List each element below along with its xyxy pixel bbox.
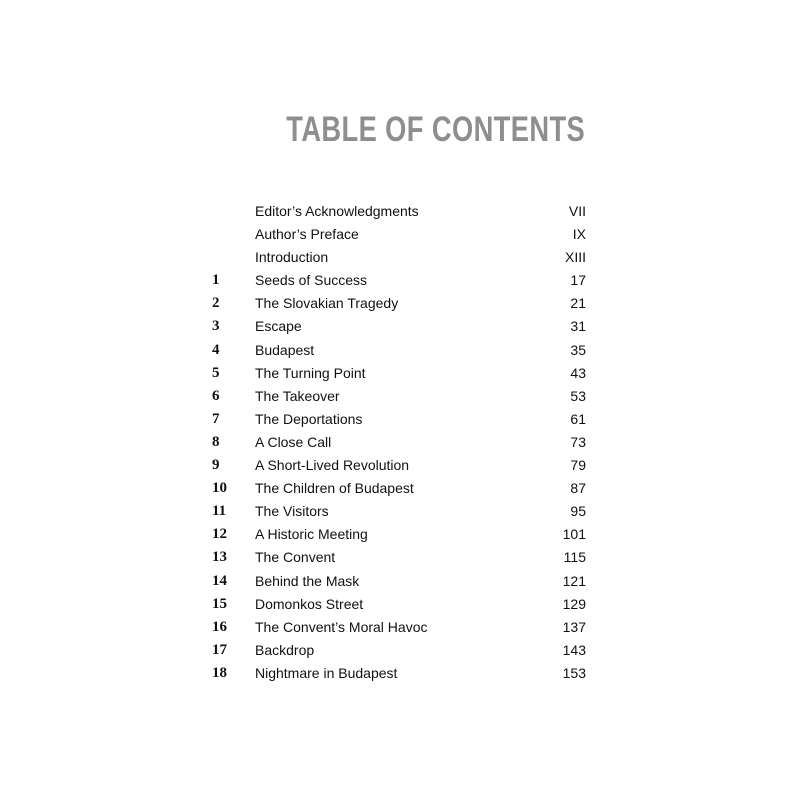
page-number: IX	[572, 226, 586, 243]
page-number: 53	[570, 387, 586, 404]
chapter-number: 1	[212, 272, 220, 289]
chapter-number: 10	[212, 480, 227, 497]
chapter-number: 5	[212, 364, 220, 381]
toc-row	[212, 431, 586, 454]
toc-row	[212, 246, 586, 269]
toc-row	[212, 223, 586, 246]
page-number: 31	[570, 318, 586, 335]
table-of-contents	[212, 200, 586, 685]
page-number: 73	[570, 433, 586, 450]
toc-row	[212, 639, 586, 662]
page-number: 101	[562, 526, 586, 543]
chapter-title: The Visitors	[255, 503, 329, 520]
toc-row	[212, 500, 586, 523]
page-number: VII	[568, 203, 586, 219]
chapter-title: A Close Call	[255, 433, 332, 450]
toc-row	[212, 454, 586, 477]
chapter-number: 17	[212, 641, 227, 658]
page-number: 115	[563, 549, 586, 566]
chapter-number: 7	[212, 410, 220, 427]
chapter-number: 8	[212, 433, 220, 450]
page-number: XIII	[564, 249, 586, 266]
page-number: 153	[562, 664, 586, 681]
chapter-title: The Deportations	[255, 410, 363, 427]
page-number: 79	[570, 457, 586, 474]
chapter-number: 16	[212, 618, 227, 635]
page-number: 21	[570, 295, 586, 312]
chapter-number: 3	[212, 318, 220, 335]
page-number: 143	[562, 641, 586, 658]
chapter-number: 9	[212, 457, 220, 474]
chapter-title: Seeds of Success	[255, 272, 368, 289]
chapter-number: 13	[212, 549, 227, 566]
toc-row	[212, 408, 586, 431]
chapter-number: 12	[212, 526, 227, 543]
chapter-title: Editor’s Acknowledgments	[255, 203, 419, 219]
chapter-title: Behind the Mask	[255, 572, 360, 589]
page-number: 129	[562, 595, 586, 612]
chapter-title: A Historic Meeting	[255, 526, 368, 543]
chapter-title: Budapest	[255, 341, 315, 358]
chapter-title: The Convent’s Moral Havoc	[255, 618, 428, 635]
chapter-title: Nightmare in Budapest	[255, 664, 398, 681]
page-number: 95	[570, 503, 586, 520]
chapter-title: The Turning Point	[255, 364, 366, 381]
page-number: 43	[570, 364, 586, 381]
page-number: 35	[570, 341, 586, 358]
chapter-number: 18	[212, 664, 227, 681]
chapter-title: The Slovakian Tragedy	[255, 295, 399, 312]
toc-row	[212, 662, 586, 685]
toc-row	[212, 477, 586, 500]
chapter-title: Author’s Preface	[255, 226, 359, 243]
chapter-title: Backdrop	[255, 641, 315, 658]
chapter-number: 4	[212, 341, 220, 358]
toc-row	[212, 200, 586, 223]
chapter-title: The Children of Budapest	[255, 480, 414, 497]
toc-row	[212, 315, 586, 338]
chapter-number: 14	[212, 572, 227, 589]
page-number: 61	[570, 410, 586, 427]
toc-row	[212, 362, 586, 385]
chapter-title: The Takeover	[255, 387, 340, 404]
chapter-number: 2	[212, 295, 220, 312]
page-number: 137	[562, 618, 586, 635]
toc-row	[212, 546, 586, 569]
chapter-number: 6	[212, 387, 220, 404]
chapter-title: Escape	[255, 318, 302, 335]
page-number: 17	[570, 272, 586, 289]
page-title: TABLE OF CONTENTS	[286, 110, 585, 149]
toc-row	[212, 385, 586, 408]
toc-row	[212, 593, 586, 616]
toc-row	[212, 570, 586, 593]
chapter-title: A Short-Lived Revolution	[255, 457, 410, 474]
chapter-title: The Convent	[255, 549, 336, 566]
toc-row	[212, 339, 586, 362]
toc-row	[212, 616, 586, 639]
toc-row	[212, 292, 586, 315]
chapter-number: 15	[212, 595, 227, 612]
toc-row	[212, 523, 586, 546]
chapter-title: Domonkos Street	[255, 595, 364, 612]
chapter-title: Introduction	[255, 249, 329, 266]
toc-row	[212, 269, 586, 292]
chapter-number: 11	[212, 503, 227, 520]
page-number: 121	[562, 572, 586, 589]
page-number: 87	[570, 480, 586, 497]
